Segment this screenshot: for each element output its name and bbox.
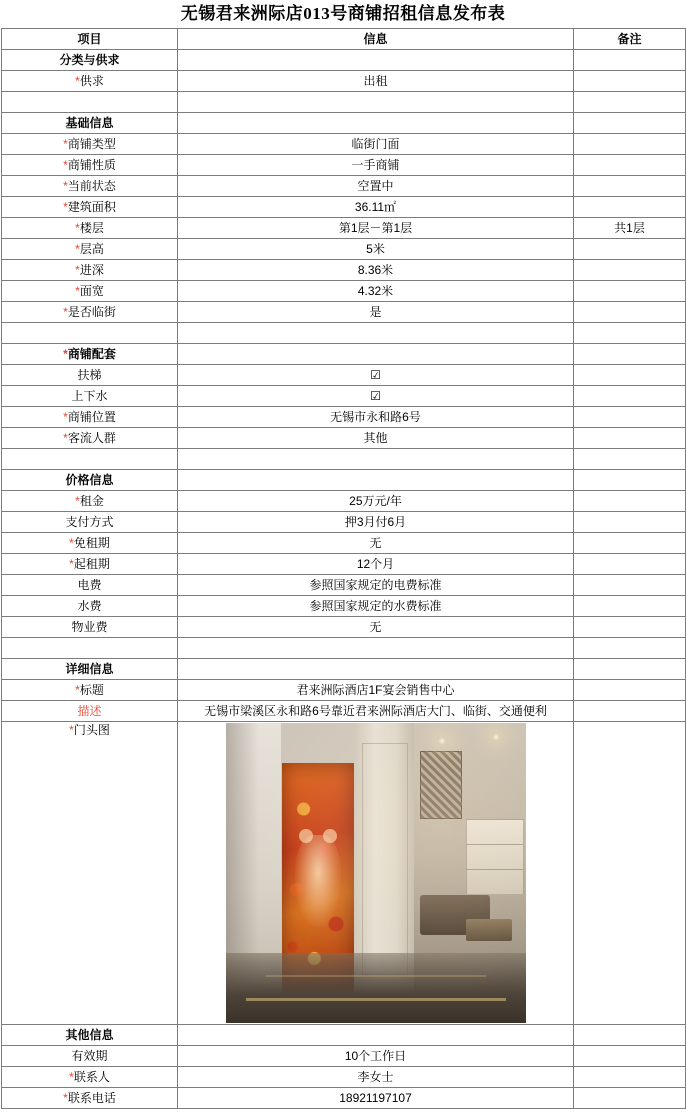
spacer-cell <box>178 638 574 659</box>
spacer-cell <box>2 323 178 344</box>
image-row <box>2 722 686 1025</box>
table-row <box>2 176 686 197</box>
required-marker: * <box>75 220 80 235</box>
field-checkbox[interactable]: ☑ <box>178 386 574 407</box>
table-row <box>2 512 686 533</box>
field-label <box>2 260 178 281</box>
section-label: 其他信息 <box>2 1025 178 1046</box>
field-value[interactable]: 10个工作日 <box>178 1046 574 1067</box>
field-note: 共1层 <box>574 218 686 239</box>
field-label-text: 供求 <box>79 73 104 88</box>
required-marker: * <box>63 409 68 424</box>
page-title: 无锡君来洲际店013号商铺招租信息发布表 <box>180 4 506 23</box>
table-row <box>2 533 686 554</box>
required-marker: * <box>63 178 68 193</box>
field-label <box>2 428 178 449</box>
table-row <box>2 680 686 701</box>
section-note-cell <box>574 1025 686 1046</box>
section-label: *商铺配套 <box>2 344 178 365</box>
section-note-cell <box>574 113 686 134</box>
required-marker: * <box>75 241 80 256</box>
spacer-cell <box>2 638 178 659</box>
field-label-text: 是否临街 <box>67 304 116 319</box>
table-row <box>2 365 686 386</box>
field-value[interactable]: 无 <box>178 533 574 554</box>
field-label-text: 水费 <box>77 598 102 613</box>
field-note <box>574 155 686 176</box>
field-note <box>574 617 686 638</box>
field-label-text: 起租期 <box>73 556 110 571</box>
field-label <box>2 197 178 218</box>
section-value-cell <box>178 1025 574 1046</box>
spacer-row <box>2 449 686 470</box>
field-label <box>2 701 178 722</box>
field-label-text: 建筑面积 <box>67 199 116 214</box>
table-row <box>2 491 686 512</box>
table-row <box>2 71 686 92</box>
section-note-cell <box>574 50 686 71</box>
section-value-cell <box>178 470 574 491</box>
field-note <box>574 1088 686 1109</box>
spacer-cell <box>574 638 686 659</box>
section-row <box>2 1025 686 1046</box>
table-row <box>2 701 686 722</box>
field-value[interactable]: 参照国家规定的水费标准 <box>178 596 574 617</box>
section-note-cell <box>574 344 686 365</box>
field-label <box>2 617 178 638</box>
field-note <box>574 365 686 386</box>
spacer-cell <box>178 449 574 470</box>
field-value[interactable]: 5米 <box>178 239 574 260</box>
section-label: 价格信息 <box>2 470 178 491</box>
field-note <box>574 428 686 449</box>
spacer-cell <box>2 449 178 470</box>
field-label-text: 联系电话 <box>67 1090 116 1105</box>
storefront-photo <box>226 723 526 1023</box>
field-label <box>2 533 178 554</box>
field-value[interactable]: 8.36米 <box>178 260 574 281</box>
field-label-text: 电费 <box>77 577 102 592</box>
field-label <box>2 71 178 92</box>
required-marker: * <box>63 157 68 172</box>
section-value-cell <box>178 659 574 680</box>
field-label-storefront-photo: *门头图 <box>2 722 178 1025</box>
field-note <box>574 176 686 197</box>
section-label: 分类与供求 <box>2 50 178 71</box>
field-note <box>574 260 686 281</box>
section-value-cell <box>178 113 574 134</box>
table-body <box>2 29 686 1109</box>
field-note <box>574 407 686 428</box>
header-cell-value: 信息 <box>178 29 574 50</box>
spacer-row <box>2 323 686 344</box>
field-note <box>574 575 686 596</box>
table-row <box>2 386 686 407</box>
table-row <box>2 407 686 428</box>
table-row <box>2 134 686 155</box>
table-row <box>2 575 686 596</box>
photo-light-glow <box>226 723 526 1023</box>
table-row <box>2 155 686 176</box>
field-note <box>574 134 686 155</box>
field-label <box>2 218 178 239</box>
field-label <box>2 1067 178 1088</box>
field-label-text: 商铺类型 <box>67 136 116 151</box>
required-marker: * <box>63 346 68 361</box>
field-value[interactable]: 空置中 <box>178 176 574 197</box>
field-value[interactable]: 25万元/年 <box>178 491 574 512</box>
table-row <box>2 281 686 302</box>
field-note <box>574 680 686 701</box>
field-label <box>2 512 178 533</box>
field-value[interactable]: 18921197107 <box>178 1088 574 1109</box>
field-label-text: 上下水 <box>71 388 108 403</box>
image-note-cell <box>574 722 686 1025</box>
field-label <box>2 134 178 155</box>
table-row <box>2 218 686 239</box>
field-label-text: 进深 <box>79 262 104 277</box>
table-row <box>2 428 686 449</box>
field-label-text: 扶梯 <box>77 367 102 382</box>
required-marker: * <box>75 73 80 88</box>
field-note <box>574 512 686 533</box>
required-marker: * <box>75 262 80 277</box>
spacer-cell <box>574 92 686 113</box>
field-note <box>574 302 686 323</box>
field-label <box>2 407 178 428</box>
field-label <box>2 176 178 197</box>
section-value-cell <box>178 344 574 365</box>
field-note <box>574 197 686 218</box>
field-label-text: 层高 <box>79 241 104 256</box>
field-label <box>2 1046 178 1067</box>
field-value[interactable]: 临街门面 <box>178 134 574 155</box>
field-label-text: 客流人群 <box>67 430 116 445</box>
table-row <box>2 1067 686 1088</box>
field-label <box>2 155 178 176</box>
spacer-cell <box>178 323 574 344</box>
required-marker: * <box>75 682 80 697</box>
section-row <box>2 344 686 365</box>
field-label <box>2 1088 178 1109</box>
field-label <box>2 239 178 260</box>
field-value[interactable]: 出租 <box>178 71 574 92</box>
field-note <box>574 1067 686 1088</box>
field-label <box>2 491 178 512</box>
section-row <box>2 113 686 134</box>
field-label <box>2 386 178 407</box>
required-marker: * <box>63 136 68 151</box>
spacer-cell <box>574 449 686 470</box>
field-value[interactable]: 其他 <box>178 428 574 449</box>
field-label-text: 租金 <box>79 493 104 508</box>
field-note <box>574 701 686 722</box>
field-label-text: 物业费 <box>71 619 108 634</box>
field-label <box>2 680 178 701</box>
section-value-cell <box>178 50 574 71</box>
field-label-text: 楼层 <box>79 220 104 235</box>
section-note-cell <box>574 470 686 491</box>
required-marker: * <box>69 1069 74 1084</box>
required-marker: * <box>63 1090 68 1105</box>
table-row <box>2 302 686 323</box>
required-marker: * <box>69 723 74 737</box>
required-marker: * <box>63 430 68 445</box>
field-label-text: 当前状态 <box>67 178 116 193</box>
field-note <box>574 533 686 554</box>
field-value[interactable]: 4.32米 <box>178 281 574 302</box>
listing-table <box>1 28 686 1109</box>
field-note <box>574 281 686 302</box>
field-label-text: 支付方式 <box>65 514 114 529</box>
field-value[interactable]: 无 <box>178 617 574 638</box>
field-note <box>574 239 686 260</box>
table-row <box>2 1046 686 1067</box>
field-value[interactable]: 第1层－第1层 <box>178 218 574 239</box>
spacer-row <box>2 92 686 113</box>
field-checkbox[interactable]: ☑ <box>178 365 574 386</box>
spacer-cell <box>574 323 686 344</box>
table-row <box>2 239 686 260</box>
field-label <box>2 575 178 596</box>
table-row <box>2 617 686 638</box>
field-label-text: 面宽 <box>79 283 104 298</box>
field-value[interactable]: 押3月付6月 <box>178 512 574 533</box>
section-label: 详细信息 <box>2 659 178 680</box>
section-note-cell <box>574 659 686 680</box>
table-row <box>2 596 686 617</box>
field-label <box>2 554 178 575</box>
table-row <box>2 554 686 575</box>
field-label-text: 免租期 <box>73 535 110 550</box>
field-value[interactable]: 36.11㎡ <box>178 197 574 218</box>
field-label-text: 描述 <box>77 703 102 718</box>
field-label-text: 商铺性质 <box>67 157 116 172</box>
field-note <box>574 554 686 575</box>
section-label: 基础信息 <box>2 113 178 134</box>
storefront-photo-cell <box>178 722 574 1025</box>
required-marker: * <box>63 304 68 319</box>
required-marker: * <box>63 199 68 214</box>
field-value[interactable]: 参照国家规定的电费标准 <box>178 575 574 596</box>
field-note <box>574 596 686 617</box>
header-cell-label: 项目 <box>2 29 178 50</box>
field-value[interactable]: 12个月 <box>178 554 574 575</box>
field-note <box>574 71 686 92</box>
field-value[interactable]: 是 <box>178 302 574 323</box>
field-value[interactable]: 无锡市永和路6号 <box>178 407 574 428</box>
field-label-text: 联系人 <box>73 1069 110 1084</box>
required-marker: * <box>69 535 74 550</box>
field-note <box>574 491 686 512</box>
field-label-text: 标题 <box>79 682 104 697</box>
spacer-cell <box>2 92 178 113</box>
field-value[interactable]: 李女士 <box>178 1067 574 1088</box>
table-row <box>2 1088 686 1109</box>
field-label <box>2 596 178 617</box>
section-row <box>2 659 686 680</box>
section-row <box>2 470 686 491</box>
field-value[interactable]: 无锡市梁溪区永和路6号靠近君来洲际酒店大门、临街、交通便利 <box>178 701 574 722</box>
table-header-row <box>2 29 686 50</box>
field-label <box>2 281 178 302</box>
field-value[interactable]: 一手商铺 <box>178 155 574 176</box>
header-cell-note: 备注 <box>574 29 686 50</box>
section-row <box>2 50 686 71</box>
field-note <box>574 386 686 407</box>
table-row <box>2 260 686 281</box>
required-marker: * <box>75 493 80 508</box>
spacer-row <box>2 638 686 659</box>
field-value[interactable]: 君来洲际酒店1F宴会销售中心 <box>178 680 574 701</box>
field-label <box>2 302 178 323</box>
field-label-text: 商铺位置 <box>67 409 116 424</box>
field-label-text: 有效期 <box>71 1048 108 1063</box>
table-row <box>2 197 686 218</box>
spacer-cell <box>178 92 574 113</box>
field-label <box>2 365 178 386</box>
required-marker: * <box>69 556 74 571</box>
field-note <box>574 1046 686 1067</box>
required-marker: * <box>75 283 80 298</box>
